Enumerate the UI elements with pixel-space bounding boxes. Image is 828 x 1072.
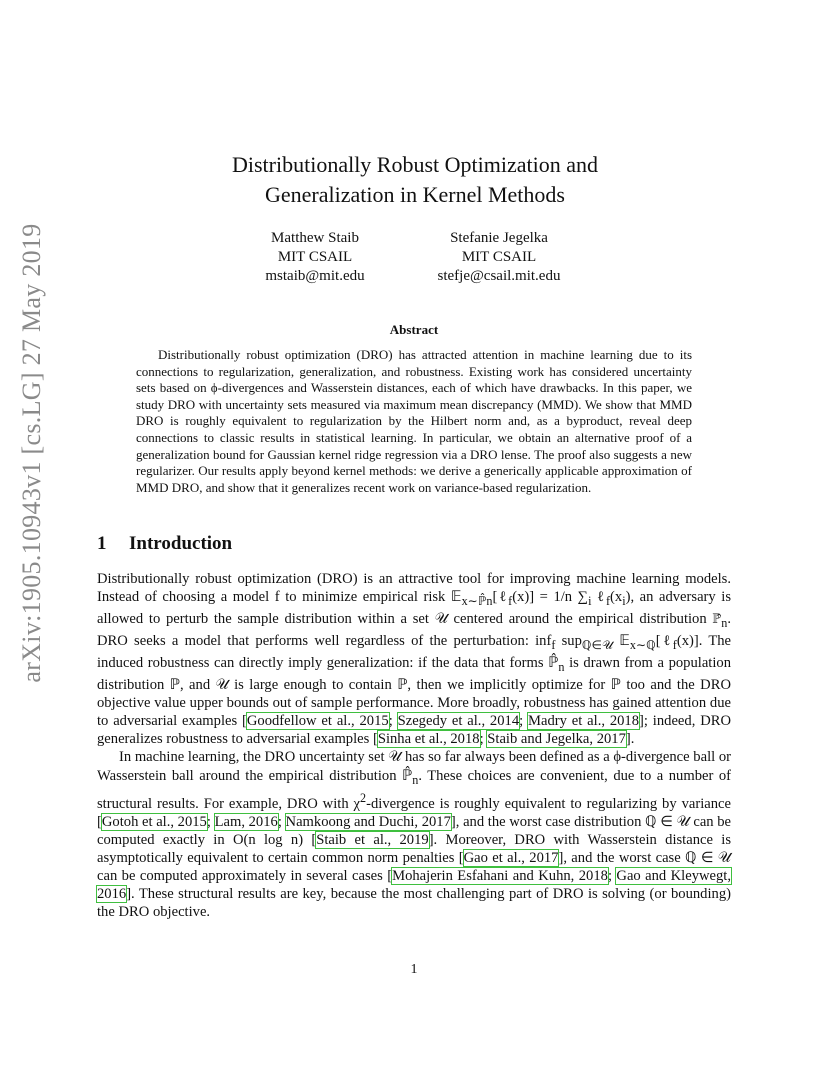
text: ), an adversary is allowed to perturb the sample distribution within a set 𝒰 centered around the empirical distribution ℙ̂ [97,589,732,628]
citation-link[interactable]: Szegedy et al., 2014 [397,713,520,730]
citation-link[interactable]: Staib and Jegelka, 2017 [487,731,626,748]
text: [ℓ [492,589,509,606]
text: ], and the worst case ℚ ∈ 𝒰 can be computed approximately in several cases [ [97,849,732,884]
math-superscript: 2 [360,790,367,805]
citation-link[interactable]: Staib et al., 2019 [316,831,429,848]
text: ; [388,713,398,730]
citation-link[interactable]: Sinha et al., 2018 [377,731,480,748]
text: 𝔼 [613,633,630,650]
math-subscript: f [551,638,556,652]
arxiv-id: arXiv:1905.10943v1 [cs.LG] 27 May 2019 [17,222,46,683]
text: (x)] = [512,589,554,606]
math-subscript: f [605,594,611,608]
math-subscript: n [412,772,419,787]
math-subscript: n [721,616,728,630]
text: ; [479,731,488,748]
citation-link[interactable]: Gotoh et al., 2015 [101,813,207,830]
math-subscript: i [622,594,626,608]
paragraph-1 [97,570,731,748]
text: ; [607,867,617,884]
paragraph-2 [97,748,731,921]
paper-title [150,150,680,210]
text: ], and the worst case distribution ℚ ∈ 𝒰 can be computed exactly in O(n log n) [ [97,813,732,848]
section-number: 1 [97,533,107,554]
text: -divergence is roughly equivalent to regularizing by variance [ [97,795,731,830]
math-subscript: i [588,594,592,608]
author-block-1 [225,229,405,286]
author-name: Stefanie Jegelka [450,230,548,246]
text: . These choices are convenient, due to a number of structural results. For example, DRO with χ [97,767,731,812]
citation-link[interactable]: Mohajerin Esfahani and Kuhn, 2018 [392,867,608,884]
math-subscript: n [558,660,565,674]
author-block-2 [409,229,589,286]
text: Distributionally robust optimization (DRO) is an attractive tool for improving machine learning models. Instead of choosing a model f to minimize empirical risk 𝔼 [97,571,731,606]
title-line-2: Generalization in Kernel Methods [265,182,565,207]
text: . DRO seeks a model that performs well regardless of the perturbation: inf [97,611,731,650]
author-email: stefje@csail.mit.edu [437,268,561,284]
text: (x)]. The induced robustness can directly imply generalization: if the data that forms ℙ̂ [97,633,732,672]
citation-link[interactable]: Namkoong and Duchi, 2017 [285,813,451,830]
title-line-1: Distributionally Robust Optimization and [231,152,599,177]
author-affiliation: MIT CSAIL [277,249,353,265]
abstract-heading: Abstract [389,322,439,337]
page-number: 1 [410,962,418,977]
section-title: Introduction [129,533,233,554]
text: ; [206,813,215,830]
text: ; [277,813,286,830]
text: sup [555,633,582,650]
citation-link[interactable]: Madry et al., 2018 [528,713,640,730]
text: ; [519,713,529,730]
text: ]. Moreover, DRO with Wasserstein distance is asymptotically equivalent to certain common norm penalties [ [97,831,731,866]
citation-link[interactable]: Gao et al., 2017 [463,849,559,866]
text: ℓ [591,589,606,606]
math-subscript: f [672,638,677,652]
author-affiliation: MIT CSAIL [461,249,537,265]
text: is drawn from a population distribution ℙ, and 𝒰 is large enough to contain ℙ, then we implicitly optimize for ℙ too and the DRO objective value upper bounds out of sample performance. More broadly, robustness has gained attention due to adversarial examples [ [97,655,731,730]
text: ]; indeed, DRO generalizes robustness to adversarial examples [ [97,713,731,748]
math-subscript: x∼ℚ [629,638,656,652]
text: ]. These structural results are key, because the most challenging part of DRO is solving (or bounding) the DRO objective. [97,885,731,920]
section-heading [97,533,232,555]
abstract-text: Distributionally robust optimization (DRO) has attracted attention in machine learning due to its connections to regularization, generalization, and robustness. Existing work has considered uncertainty sets based on ϕ-divergences and Wasserstein distances, each of which have drawbacks. In this paper, we study DRO with uncertainty sets measured via maximum mean discrepancy (MMD). We show that MMD DRO is roughly equivalent to regularization by the Hilbert norm and, as a byproduct, reveal deep connections to classic results in statistical learning. In particular, we obtain an alternative proof of a generalization bound for Gaussian kernel ridge regression via a DRO lense. The proof also suggests a new regularizer. Our results apply beyond kernel methods: we derive a generically applicable approximation of MMD DRO, and show that it generalizes recent work on variance-based regularization. [136,347,692,495]
citation-link[interactable]: Lam, 2016 [214,813,278,830]
math-subscript: x∼ℙ̂n [461,594,493,608]
citation-link[interactable]: Gao and Kleywegt, 2016 [97,867,732,902]
text: (x [610,589,623,606]
arxiv-watermark [12,222,52,683]
body-text [97,570,731,921]
text: [ℓ [655,633,673,650]
citation-link[interactable]: Goodfellow et al., 2015 [246,713,389,730]
math-subscript: ℚ∈𝒰 [581,638,614,652]
author-name: Matthew Staib [271,230,359,246]
math-fraction: 1/n [553,589,573,606]
text: ∑ [572,589,589,606]
math-subscript: f [508,594,513,608]
text: ]. [625,731,635,748]
author-email: mstaib@mit.edu [265,268,365,284]
text: In machine learning, the DRO uncertainty set 𝒰 has so far always been defined as a ϕ-divergence ball or Wasserstein ball around the empirical distribution ℙ̂ [97,749,731,784]
